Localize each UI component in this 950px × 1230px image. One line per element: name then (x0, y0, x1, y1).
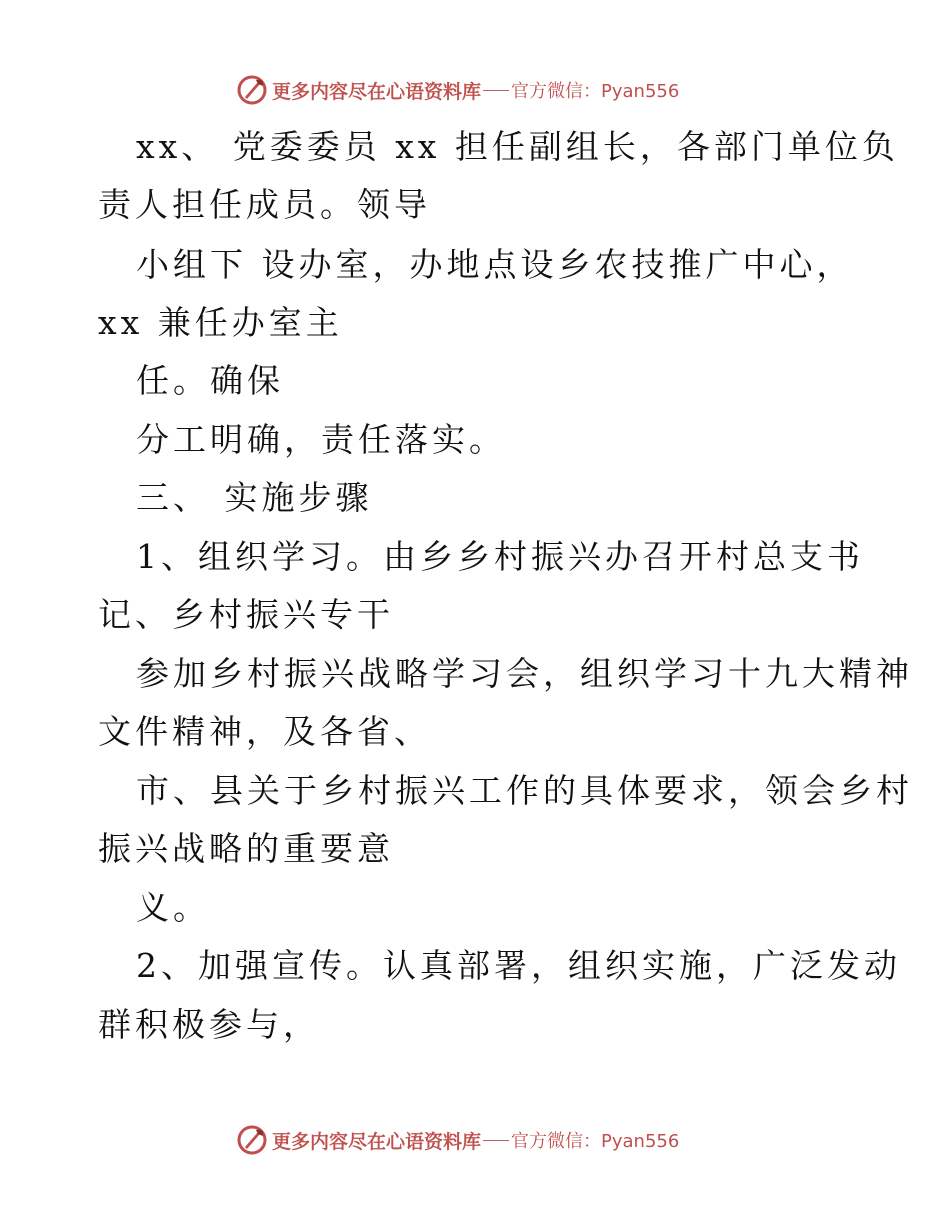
quill-circle-icon (236, 1124, 268, 1156)
footer-watermark (236, 1123, 716, 1157)
watermark-site-text: 更多内容尽在心语资料库 (272, 1130, 482, 1153)
body-line: 2、加强宣传。认真部署，组织实施，广泛发动 (136, 946, 901, 985)
body-line: 1、组织学习。由乡乡村振兴办召开村总支书 (136, 537, 864, 576)
header-watermark (236, 73, 716, 107)
body-line: 记、乡村振兴专干 (98, 595, 394, 634)
body-line: 参加乡村振兴战略学习会，组织学习十九大精神 (136, 654, 913, 693)
body-line: 振兴战略的重要意 (98, 829, 394, 868)
body-line: 分工明确，责任落实。 (136, 420, 506, 459)
body-line: 群积极参与， (98, 1005, 320, 1044)
watermark-site-text: 更多内容尽在心语资料库 (272, 80, 482, 103)
body-line: 任。确保 (136, 361, 284, 400)
watermark-wechat-text: 官方微信：Pyan556 (511, 81, 680, 102)
body-line: xx 兼任办室主 (98, 303, 343, 342)
body-line: 小组下 设办室，办地点设乡农技推广中心， (136, 245, 854, 284)
body-line: 义。 (136, 888, 210, 927)
watermark-dash (483, 90, 509, 91)
quill-circle-icon (236, 74, 268, 106)
watermark-dash (483, 1140, 509, 1141)
body-line: 责人担任成员。领导 (98, 185, 431, 224)
body-line: 文件精神，及各省、 (98, 712, 431, 751)
watermark-wechat-text: 官方微信：Pyan556 (511, 1131, 680, 1152)
body-line: 三、 实施步骤 (136, 478, 373, 517)
body-line: xx、 党委委员 xx 担任副组长，各部门单位负 (136, 127, 899, 166)
body-line: 市、县关于乡村振兴工作的具体要求，领会乡村 (136, 771, 913, 810)
